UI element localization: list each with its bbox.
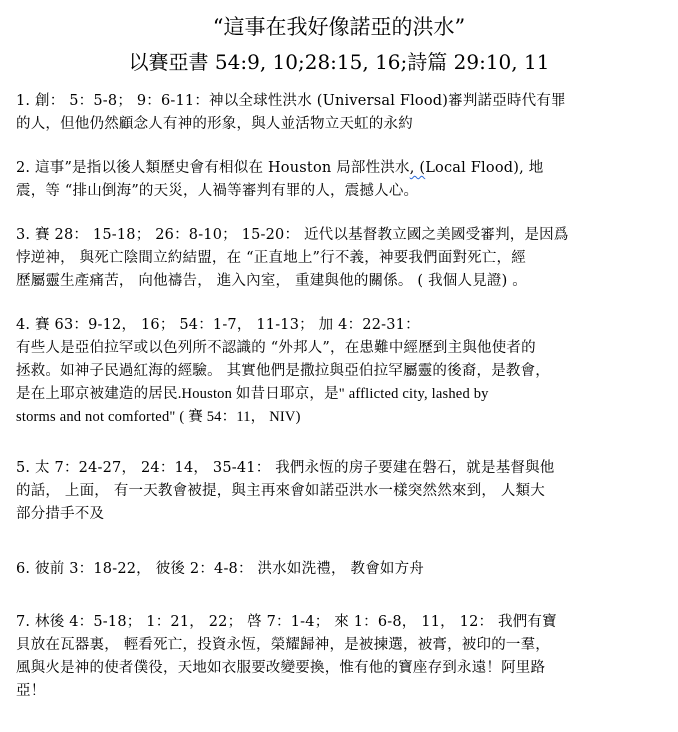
paragraph-line: 3. 賽 28： 15-18； 26：8-10； 15-20： 近代以基督教立國之美國受審判，是因爲 [16,227,569,243]
page-title: “這事在我好像諾亞的洪水” [212,15,466,39]
paragraph-6 [16,558,656,581]
paragraph-line: 的人，但他仍然顧念人有神的形象，與人並活物立天虹的永約 [16,116,413,132]
paragraph-line: 歷屬靈生產痛苦， 向他禱告， 進入內室， 重建與他的關係。 ( 我個人見證) 。 [16,273,527,289]
paragraph-line: 7. 林後 4：5-18； 1：21， 22； 啓 7：1-4； 來 1：6-8， 11， 12： 我們有寶 [16,614,557,630]
paragraph-line: 1. 創： 5：5-8； 9：6-11：神以全球性洪水 (Universal Flood)審判諾亞時代有罪 [16,93,566,109]
paragraph-text: 2. 這事”是指以後人類歷史會有相似在 Houston 局部性洪水 [16,160,410,176]
paragraph-line: 拯救。如神子民過紅海的經驗。 其實他們是撒拉與亞伯拉罕屬靈的後裔，是教會， [16,363,551,379]
paragraph-3 [16,224,656,293]
paragraph-line: 風與火是神的使者僕役，天地如衣服要改變要換，惟有他的寶座存到永遠！阿里路 [16,660,546,676]
paragraph-line: 部分措手不及 [16,506,105,522]
paragraph-line: 震，等 “排山倒海”的天災，人禍等審判有罪的人，震撼人心。 [16,183,419,199]
paragraph-line [16,157,656,180]
paragraph-2 [16,157,656,203]
spellcheck-underline: , ( [409,160,426,176]
paragraph-4 [16,314,656,429]
paragraph-line: 6. 彼前 3：18-22， 彼後 2：4-8： 洪水如洗禮， 教會如方舟 [16,561,424,577]
page-subtitle-scripture-refs: 以賽亞書 54:9, 10;28:15, 16;詩篇 29:10, 11 [128,50,550,74]
paragraph-line: 亞！ [16,683,46,699]
paragraph-line: 有些人是亞伯拉罕或以色列所不認識的 “外邦人”，在患難中經歷到主與他使者的 [16,340,536,356]
paragraph-text: Local Flood), 地 [425,160,544,176]
paragraph-7 [16,611,656,703]
paragraph-line: 5. 太 7：24-27， 24：14， 35-41： 我們永恆的房子要建在磐石，就是基督與他 [16,460,555,476]
paragraph-line: storms and not comforted" ( 賽 54：11， NIV) [16,409,301,425]
paragraph-line: 悖逆神， 與死亡陰間立約結盟，在 “正直地上”行不義，神要我們面對死亡，經 [16,250,526,266]
paragraph-line: 貝放在瓦器裏， 輕看死亡，投資永恆，榮耀歸神，是被揀選，被膏，被印的一羣， [16,637,551,653]
paragraph-5 [16,457,656,526]
paragraph-line: 是在上耶京被建造的居民.Houston 如昔日耶京，是" afflicted city, lashed by [16,386,489,402]
paragraph-1 [16,90,656,136]
paragraph-line: 的話， 上面， 有一天教會被提，與主再來會如諾亞洪水一樣突然然來到， 人類大 [16,483,545,499]
paragraph-line: 4. 賽 63：9-12， 16； 54：1-7， 11-13； 加 4：22-31： [16,317,420,333]
